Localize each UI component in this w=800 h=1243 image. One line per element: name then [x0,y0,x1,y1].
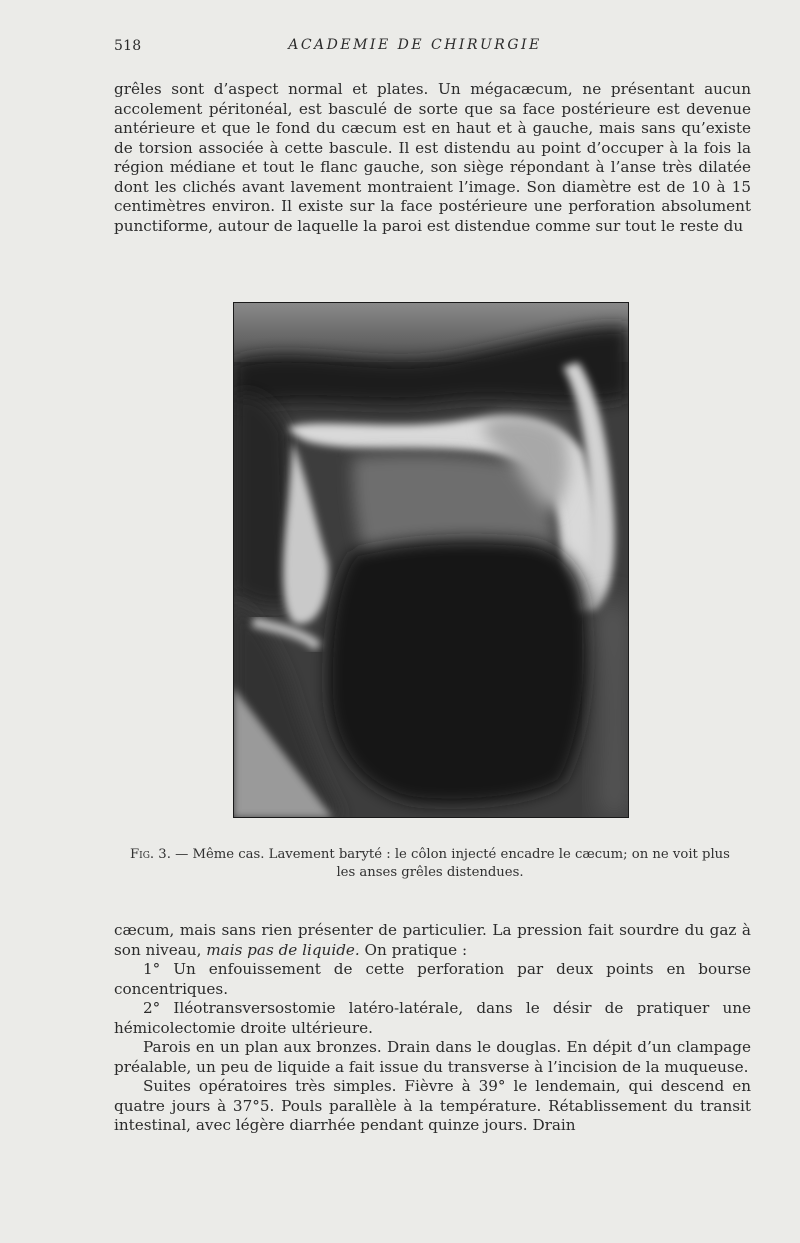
paragraph-text: On pratique : [359,940,468,959]
paragraph: Parois en un plan aux bronzes. Drain dans le douglas. En dépit d’un clampage préalable, un peu de liquide a fait issue du transverse à l’incision de la muqueuse. [114,1038,751,1076]
page-number: 518 [114,38,142,54]
figure-caption-text: — Même cas. Lavement baryté : le côlon injecté encadre le cæcum; on ne voit plus les anses grêles distendues. [170,847,730,880]
paragraph: 1° Un enfouissement de cette perforation par deux points en bourse concentriques. [114,960,751,998]
paragraph-text: cæcum, mais sans rien présenter de particulier. La pression fait sourdre du gaz à son niveau, [114,921,751,959]
barium-enema-xray-image [233,302,629,818]
paragraph: 2° Iléotransversostomie latéro-latérale, dans le désir de pratiquer une hémicolectomie droite ultérieure. [114,999,751,1037]
body-text-top [114,80,751,236]
paragraph: Suites opératoires très simples. Fièvre à 39° le lendemain, qui descend en quatre jours à 37°5. Pouls parallèle à la température. Rétablissement du transit intestinal, avec légère diarrhée pendant quinze jours. Drain [114,1077,751,1134]
figure-label: Fig. 3. [130,847,171,862]
paragraph: grêles sont d’aspect normal et plates. Un mégacæcum, ne présentant aucun accolement péritonéal, est basculé de sorte que sa face postérieure est devenue antérieure et que le fond du cæcum est en haut et à gauche, mais sans qu’existe de torsion associée à cette bascule. Il est distendu au point d’occuper à la fois la région médiane et tout le flanc gauche, son siège répondant à l’anse très dilatée dont les clichés avant lavement montraient l’image. Son diamètre est de 10 à 15 centimètres environ. Il existe sur la face postérieure une perforation absolument punctiforme, autour de laquelle la paroi est distendue comme sur tout le reste du [114,80,751,235]
figure-caption [130,846,730,882]
running-head: ACADEMIE DE CHIRURGIE [288,37,542,53]
body-text-bottom [114,921,751,1136]
radiograph-figure [233,302,629,818]
emphasized-text: mais pas de liquide. [206,940,360,959]
paragraph [114,921,751,960]
